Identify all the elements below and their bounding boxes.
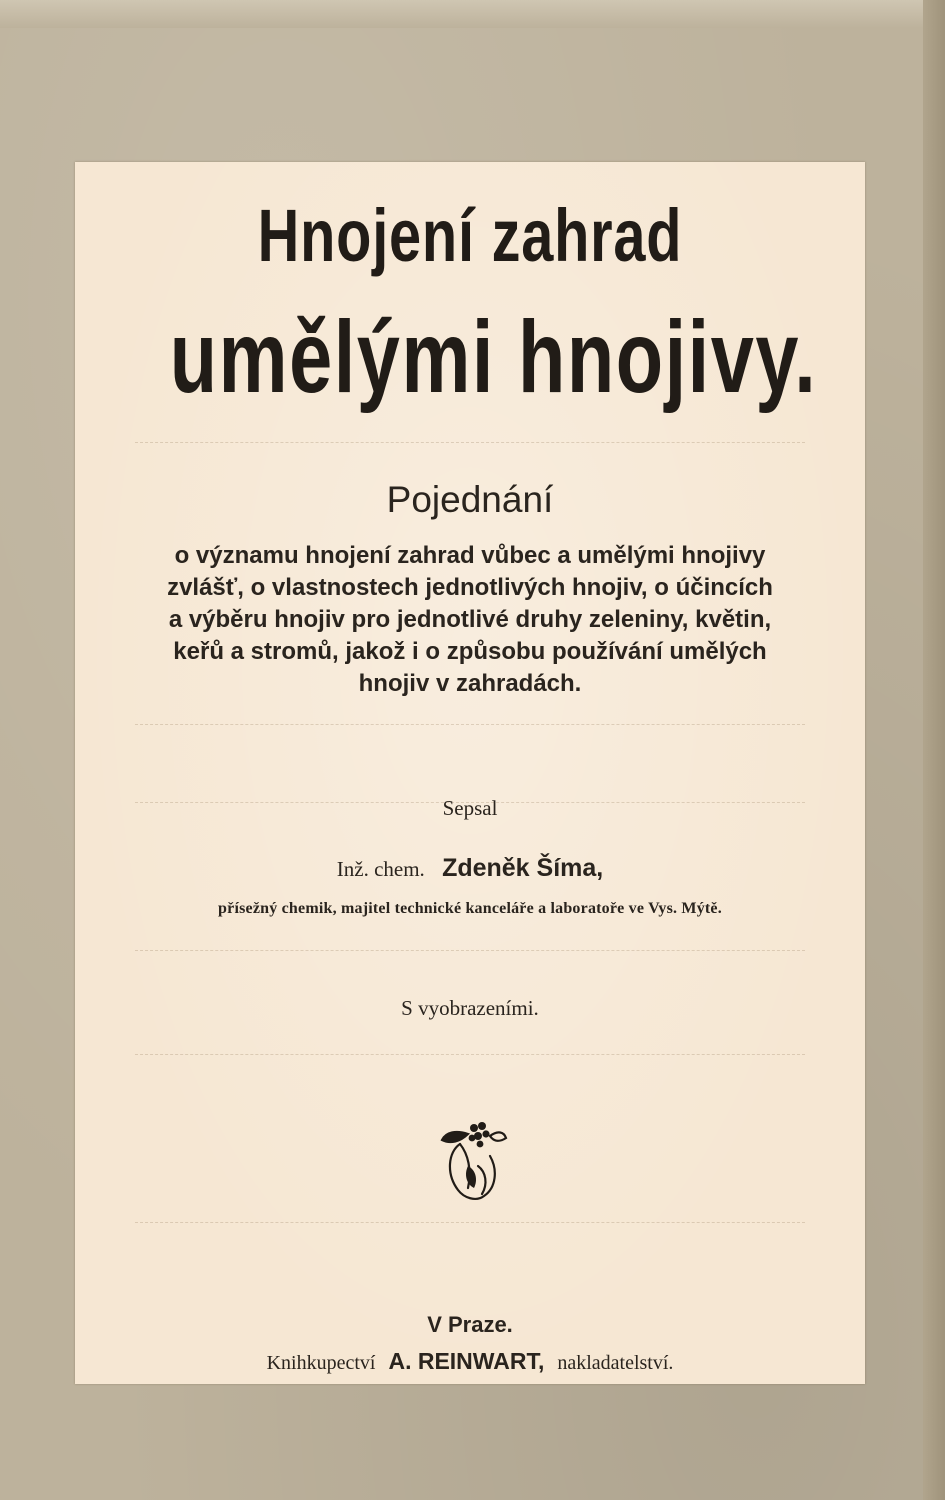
description bbox=[95, 540, 845, 700]
written-by-label: Sepsal bbox=[442, 796, 498, 820]
author-line bbox=[75, 854, 865, 883]
subtitle: Pojednání bbox=[386, 479, 554, 520]
description-line: hnojiv v zahradách. bbox=[358, 670, 582, 697]
illustrations-note: S vyobrazeními. bbox=[401, 996, 539, 1020]
author-affiliation: přísežný chemik, majitel technické kanceláře a laboratoře ve Vys. Mýtě. bbox=[218, 900, 722, 917]
publication-place: V Praze. bbox=[427, 1312, 513, 1337]
paper-rule bbox=[135, 724, 805, 725]
cover-spine-edge bbox=[923, 0, 945, 1500]
publisher-name: A. REINWART, bbox=[388, 1348, 545, 1374]
fruit-ornament-icon bbox=[438, 1114, 508, 1204]
publisher-prefix: Knihkupectví bbox=[266, 1352, 376, 1374]
title-line-1: Hnojení zahrad bbox=[257, 194, 683, 277]
paper-rule bbox=[135, 1222, 805, 1223]
author-prefix: Inž. chem. bbox=[336, 857, 425, 881]
paper-rule bbox=[135, 442, 805, 443]
cover-top-fold bbox=[0, 0, 945, 28]
publisher-line bbox=[75, 1348, 865, 1375]
description-line: o významu hnojení zahrad vůbec a umělými hnojivy bbox=[174, 542, 766, 569]
author-name: Zdeněk Šíma, bbox=[442, 854, 604, 882]
description-line: a výběru hnojiv pro jednotlivé druhy zeleniny, květin, bbox=[168, 606, 772, 633]
paper-rule bbox=[135, 950, 805, 951]
publisher-suffix: nakladatelství. bbox=[557, 1352, 674, 1374]
title-line-2: umělými hnojivy. bbox=[169, 300, 818, 414]
description-line: zvlášť, o vlastnostech jednotlivých hnojiv, o účincích bbox=[167, 574, 773, 601]
title-label bbox=[75, 162, 865, 1384]
paper-rule bbox=[135, 1054, 805, 1055]
description-line: keřů a stromů, jakož i o způsobu používání umělých bbox=[173, 638, 767, 665]
